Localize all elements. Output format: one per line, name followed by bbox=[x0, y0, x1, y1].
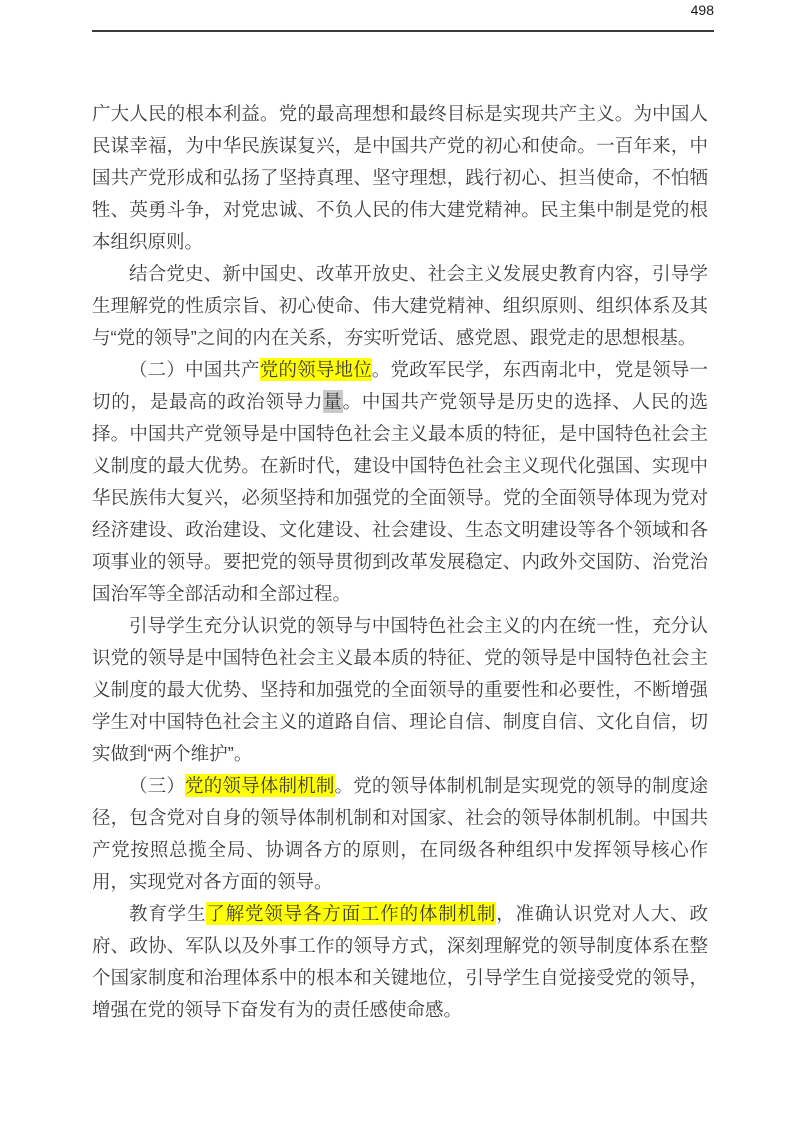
paragraph bbox=[92, 898, 708, 1026]
document-body bbox=[92, 98, 708, 1026]
paragraph bbox=[92, 354, 708, 610]
text-run: 结合党史、新中国史、改革开放史、社会主义发展史教育内容，引导学生理解党的性质宗旨、初心使命、伟大建党精神、组织原则、组织体系及其与“党的领导”之间的内在关系，夯实听党话、感党恩、跟党走的思想根基。 bbox=[92, 263, 708, 348]
text-run: （二）中国共产 bbox=[129, 359, 260, 380]
text-run: 教育学生 bbox=[129, 903, 207, 924]
gray-shaded-text: 量 bbox=[323, 391, 343, 412]
yellow-highlighted-text: 党的领导体制机制 bbox=[185, 775, 335, 796]
paragraph bbox=[92, 610, 708, 770]
text-run: 。党的领导体制机制是实现党的领导的制度途径，包含党对自身的领导体制机制和对国家、社会的领导体制机制。中国共产党按照总揽全局、协调各方的原则，在同级各种组织中发挥领导核心作用，实现党对各方面的领导。 bbox=[92, 775, 708, 892]
header-rule bbox=[92, 30, 714, 32]
text-run: （三） bbox=[129, 775, 186, 796]
yellow-highlighted-text: 党的领导地位 bbox=[259, 359, 372, 380]
text-run: 广大人民的根本利益。党的最高理想和最终目标是实现共产主义。为中国人民谋幸福，为中华民族谋复兴，是中国共产党的初心和使命。一百年来，中国共产党形成和弘扬了坚持真理、坚守理想，践行初心、担当使命，不怕牺牲、英勇斗争，对党忠诚、不负人民的伟大建党精神。民主集中制是党的根本组织原则。 bbox=[92, 103, 708, 252]
paragraph bbox=[92, 770, 708, 898]
text-run: 。中国共产党领导是历史的选择、人民的选择。中国共产党领导是中国特色社会主义最本质的特征，是中国特色社会主义制度的最大优势。在新时代，建设中国特色社会主义现代化强国、实现中华民族伟大复兴，必须坚持和加强党的全面领导。党的全面领导体现为党对经济建设、政治建设、文化建设、社会建设、生态文明建设等各个领域和各项事业的领导。要把党的领导贯彻到改革发展稳定、内政外交国防、治党治国治军等全部活动和全部过程。 bbox=[92, 391, 708, 604]
paragraph bbox=[92, 98, 708, 258]
yellow-highlighted-text: 了解党领导各方面工作的体制机制 bbox=[206, 903, 497, 924]
text-run: 。党政军民学，东西南北中，党是领导一切的，是最高的政治领导力 bbox=[92, 359, 708, 412]
text-run: ，准确认识党对人大、政府、政协、军队以及外事工作的领导方式，深刻理解党的领导制度体系在整个国家制度和治理体系中的根本和关键地位，引导学生自觉接受党的领导，增强在党的领导下奋发有为的责任感使命感。 bbox=[92, 903, 708, 1020]
page-number: 498 bbox=[690, 2, 714, 18]
text-run: 引导学生充分认识党的领导与中国特色社会主义的内在统一性，充分认识党的领导是中国特色社会主义最本质的特征、党的领导是中国特色社会主义制度的最大优势、坚持和加强党的全面领导的重要性和必要性，不断增强学生对中国特色社会主义的道路自信、理论自信、制度自信、文化自信，切实做到“两个维护”。 bbox=[92, 615, 708, 764]
paragraph bbox=[92, 258, 708, 354]
